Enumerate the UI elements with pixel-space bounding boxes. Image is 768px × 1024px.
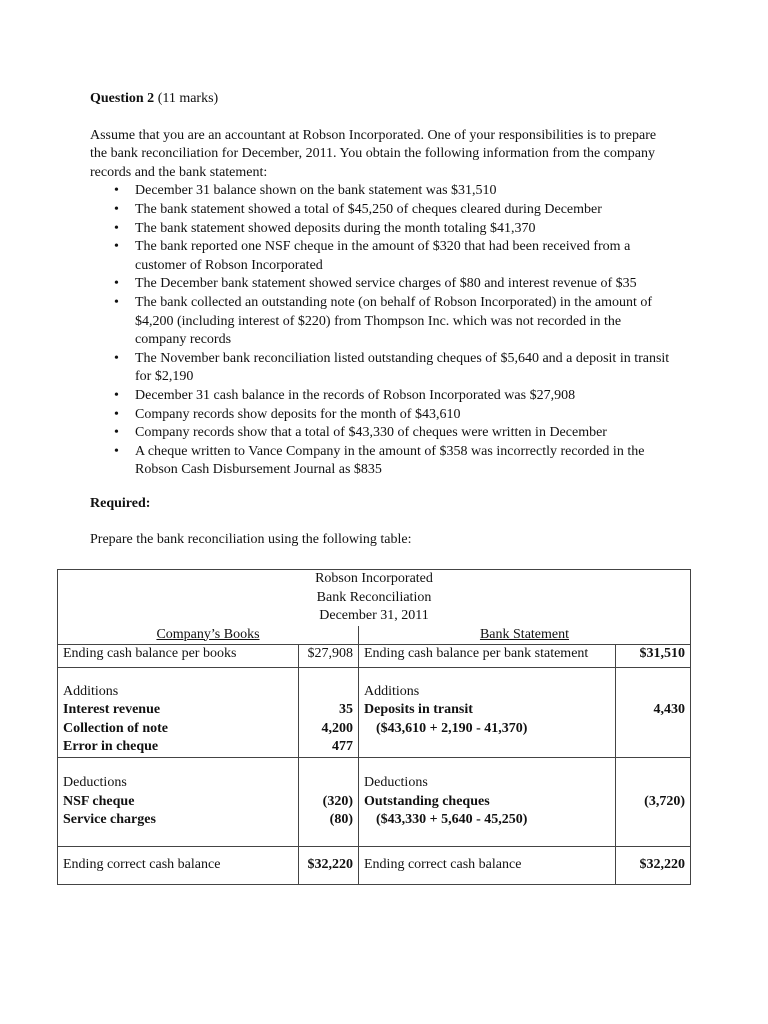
bank-ending-value: $31,510 (616, 645, 691, 668)
bullet-item: • The December bank statement showed service charges of $80 and interest revenue of $35 (90, 275, 675, 294)
bank-additions-cell (359, 683, 616, 758)
bullet-item: • The bank reported one NSF cheque in the amount of $320 that had been received from a customer of Robson Incorporated (90, 238, 675, 275)
bullet-item: • December 31 cash balance in the records of Robson Incorporated was $27,908 (90, 387, 675, 406)
prepare-instruction: Prepare the bank reconciliation using the following table: (90, 532, 412, 548)
company-books-heading: Company’s Books (58, 626, 359, 645)
bullet-item: • Company records show deposits for the month of $43,610 (90, 406, 675, 425)
bullet-item: • The bank statement showed deposits during the month totaling $41,370 (90, 220, 675, 239)
report-title: Bank Reconciliation (316, 589, 432, 605)
addition-value: 35 (339, 702, 353, 717)
bank-deductions-cell (359, 774, 616, 846)
required-heading: Required: (90, 495, 151, 511)
deduction-label: Service charges (63, 812, 156, 827)
bank-ending-label: Ending cash balance per bank statement (359, 645, 616, 668)
bank-reconciliation-table (57, 569, 691, 885)
books-correct-label: Ending correct cash balance (58, 846, 299, 884)
addition-label: Interest revenue (63, 702, 161, 717)
bank-statement-heading: Bank Statement (359, 626, 691, 645)
bullet-item: • The bank statement showed a total of $45,250 of cheques cleared during December (90, 201, 675, 220)
books-correct-value: $32,220 (299, 846, 359, 884)
bank-correct-value: $32,220 (616, 846, 691, 884)
books-deductions-cell (58, 774, 299, 846)
additions-label: Additions (63, 683, 119, 699)
bullet-item: • The November bank reconciliation listed outstanding cheques of $5,640 and a deposit in transit for $2,190 (90, 350, 675, 387)
bullet-item: • Company records show that a total of $43,330 of cheques were written in December (90, 424, 675, 443)
addition-value: 477 (332, 739, 353, 754)
bullet-item: • December 31 balance shown on the bank statement was $31,510 (90, 182, 675, 201)
deduction-label: NSF cheque (63, 793, 135, 809)
bank-deductions-values (616, 774, 691, 846)
outstanding-cheques-label: Outstanding cheques (364, 793, 490, 809)
deposits-in-transit-label: Deposits in transit (364, 702, 473, 717)
deposits-in-transit-value: 4,430 (653, 702, 685, 717)
books-deductions-values (299, 774, 359, 846)
deductions-label: Deductions (63, 775, 127, 790)
bullet-item: • A cheque written to Vance Company in the amount of $358 was incorrectly recorded in the Robson Cash Disbursement Journal as $835 (90, 443, 675, 480)
books-additions-values (299, 683, 359, 758)
bank-correct-label: Ending correct cash balance (359, 846, 616, 884)
table-header (58, 570, 691, 626)
question-marks: (11 marks) (157, 91, 219, 106)
bullet-item: • The bank collected an outstanding note (on behalf of Robson Incorporated) in the amount of $4,200 (including interest of $220) from Thompson Inc. which was not recorded in the company records (90, 294, 675, 350)
books-ending-label: Ending cash balance per books (58, 645, 299, 668)
deduction-value: (80) (329, 812, 353, 827)
deduction-value: (320) (322, 793, 353, 809)
company-name: Robson Incorporated (315, 571, 433, 586)
outstanding-cheques-value: (3,720) (644, 793, 685, 809)
addition-label: Collection of note (63, 720, 168, 736)
question-label: Question 2 (90, 91, 155, 106)
deductions-label: Deductions (364, 775, 428, 790)
deposits-in-transit-calc: ($43,610 + 2,190 - 41,370) (376, 720, 528, 736)
books-additions-cell (58, 683, 299, 758)
outstanding-cheques-calc: ($43,330 + 5,640 - 45,250) (376, 812, 528, 827)
additions-label: Additions (364, 683, 420, 699)
report-date: December 31, 2011 (319, 608, 429, 623)
intro-paragraph: Assume that you are an accountant at Robson Incorporated. One of your responsibilities is to prepare the bank reconciliation for December, 2011. You obtain the following information from the company records and the bank statement: (90, 127, 657, 180)
document-body (90, 90, 690, 550)
addition-value: 4,200 (321, 720, 353, 736)
info-bullet-list (90, 182, 690, 480)
books-ending-value: $27,908 (299, 645, 359, 668)
addition-label: Error in cheque (63, 739, 159, 754)
question-heading (90, 90, 690, 109)
bank-additions-values (616, 683, 691, 758)
